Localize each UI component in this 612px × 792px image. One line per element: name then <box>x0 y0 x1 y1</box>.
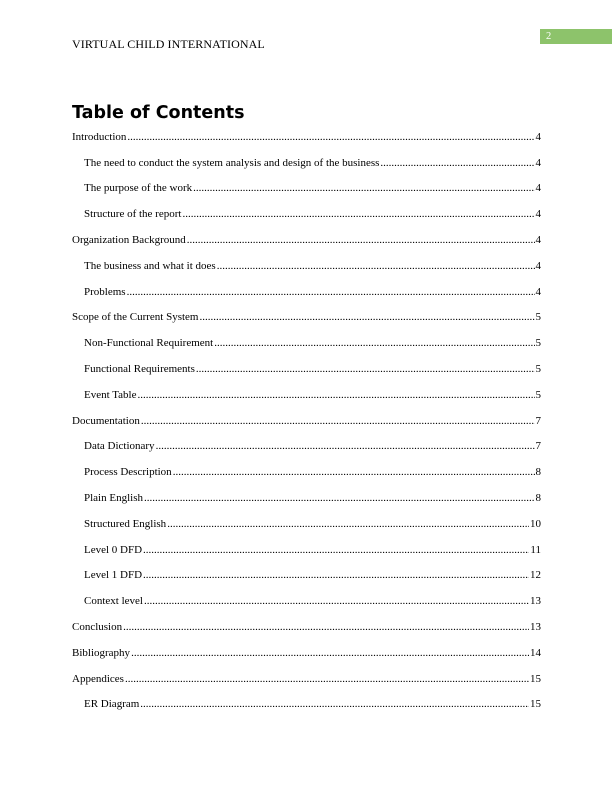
toc-dot-leader <box>187 234 535 246</box>
toc-entry[interactable] <box>72 124 541 150</box>
toc-entry-label: Structure of the report <box>84 208 182 221</box>
toc-entry-label: Level 0 DFD <box>84 543 143 556</box>
running-header: VIRTUAL CHILD INTERNATIONAL <box>72 37 265 51</box>
toc-entry-page: 14 <box>530 646 541 659</box>
toc-entry-page: 4 <box>535 156 541 169</box>
toc-entry[interactable] <box>72 408 541 434</box>
toc-entry[interactable] <box>72 201 541 227</box>
toc-entry-page: 15 <box>530 672 541 685</box>
toc-dot-leader <box>140 698 529 710</box>
toc-entry-label: Appendices <box>72 672 124 685</box>
toc-entry-label: Plain English <box>84 492 143 505</box>
page-number-badge <box>540 29 612 44</box>
toc-dot-leader <box>193 182 534 194</box>
toc-dot-leader <box>167 518 529 530</box>
toc-entry[interactable] <box>72 588 541 614</box>
page-number: 2 <box>546 31 552 42</box>
toc-dot-leader <box>214 337 534 349</box>
toc-entry[interactable] <box>72 614 541 640</box>
toc-dot-leader <box>144 492 535 504</box>
toc-entry-page: 8 <box>535 492 541 505</box>
toc-entry[interactable] <box>72 563 541 589</box>
toc-entry-page: 4 <box>535 208 541 221</box>
toc-entry-page: 13 <box>530 595 541 608</box>
toc-dot-leader <box>196 363 535 375</box>
toc-entry-label: Organization Background <box>72 234 186 247</box>
toc-entry[interactable] <box>72 330 541 356</box>
toc-entry-label: Bibliography <box>72 646 131 659</box>
toc-entry[interactable] <box>72 485 541 511</box>
toc-entry[interactable] <box>72 279 541 305</box>
toc-entry[interactable] <box>72 305 541 331</box>
toc-entry-page: 15 <box>530 698 541 711</box>
toc-dot-leader <box>156 440 535 452</box>
toc-entry-page: 11 <box>530 543 541 556</box>
toc-entry-page: 4 <box>535 234 541 247</box>
toc-entry[interactable] <box>72 150 541 176</box>
toc-entry[interactable] <box>72 459 541 485</box>
toc-dot-leader <box>380 157 534 169</box>
toc-entry-page: 7 <box>535 414 541 427</box>
toc-dot-leader <box>127 131 534 143</box>
toc-dot-leader <box>141 415 535 427</box>
toc-dot-leader <box>143 544 529 556</box>
toc-dot-leader <box>137 389 534 401</box>
toc-entry[interactable] <box>72 176 541 202</box>
toc-entry[interactable] <box>72 537 541 563</box>
toc-entry[interactable] <box>72 666 541 692</box>
toc-title: Table of Contents <box>72 103 245 123</box>
toc-list <box>72 124 541 717</box>
toc-entry-page: 4 <box>535 259 541 272</box>
toc-entry-label: Process Description <box>84 466 172 479</box>
toc-entry[interactable] <box>72 692 541 718</box>
toc-entry[interactable] <box>72 253 541 279</box>
toc-entry-page: 13 <box>530 621 541 634</box>
toc-dot-leader <box>123 621 529 633</box>
toc-dot-leader <box>125 673 529 685</box>
toc-entry-page: 5 <box>535 311 541 324</box>
toc-entry[interactable] <box>72 382 541 408</box>
toc-dot-leader <box>217 260 535 272</box>
toc-entry-page: 4 <box>535 182 541 195</box>
toc-entry-label: Functional Requirements <box>84 363 195 376</box>
toc-entry-label: Structured English <box>84 517 167 530</box>
toc-entry-page: 10 <box>530 517 541 530</box>
toc-dot-leader <box>182 208 534 220</box>
toc-entry-page: 12 <box>530 569 541 582</box>
toc-entry-label: Conclusion <box>72 621 123 634</box>
toc-entry[interactable] <box>72 356 541 382</box>
toc-entry-page: 5 <box>535 388 541 401</box>
toc-dot-leader <box>131 647 529 659</box>
toc-dot-leader <box>144 595 529 607</box>
toc-entry-label: Context level <box>84 595 143 608</box>
toc-entry-page: 5 <box>535 363 541 376</box>
toc-entry[interactable] <box>72 227 541 253</box>
toc-entry-page: 8 <box>535 466 541 479</box>
toc-entry-label: The business and what it does <box>84 259 216 272</box>
toc-dot-leader <box>199 311 534 323</box>
toc-dot-leader <box>173 466 535 478</box>
toc-entry-label: ER Diagram <box>84 698 140 711</box>
toc-entry-label: Scope of the Current System <box>72 311 199 324</box>
toc-entry-page: 5 <box>535 337 541 350</box>
toc-entry-label: The need to conduct the system analysis and design of the business <box>84 156 380 169</box>
toc-entry-page: 7 <box>535 440 541 453</box>
toc-entry[interactable] <box>72 640 541 666</box>
toc-entry-label: Introduction <box>72 130 127 143</box>
toc-entry-label: Event Table <box>84 388 137 401</box>
toc-entry-page: 4 <box>535 285 541 298</box>
toc-dot-leader <box>143 569 529 581</box>
toc-entry-label: Problems <box>84 285 126 298</box>
toc-entry-page: 4 <box>535 130 541 143</box>
toc-entry-label: Non-Functional Requirement <box>84 337 214 350</box>
toc-entry[interactable] <box>72 511 541 537</box>
toc-dot-leader <box>127 286 535 298</box>
toc-entry-label: The purpose of the work <box>84 182 193 195</box>
toc-entry-label: Level 1 DFD <box>84 569 143 582</box>
toc-entry-label: Documentation <box>72 414 140 427</box>
toc-entry-label: Data Dictionary <box>84 440 155 453</box>
toc-entry[interactable] <box>72 434 541 460</box>
